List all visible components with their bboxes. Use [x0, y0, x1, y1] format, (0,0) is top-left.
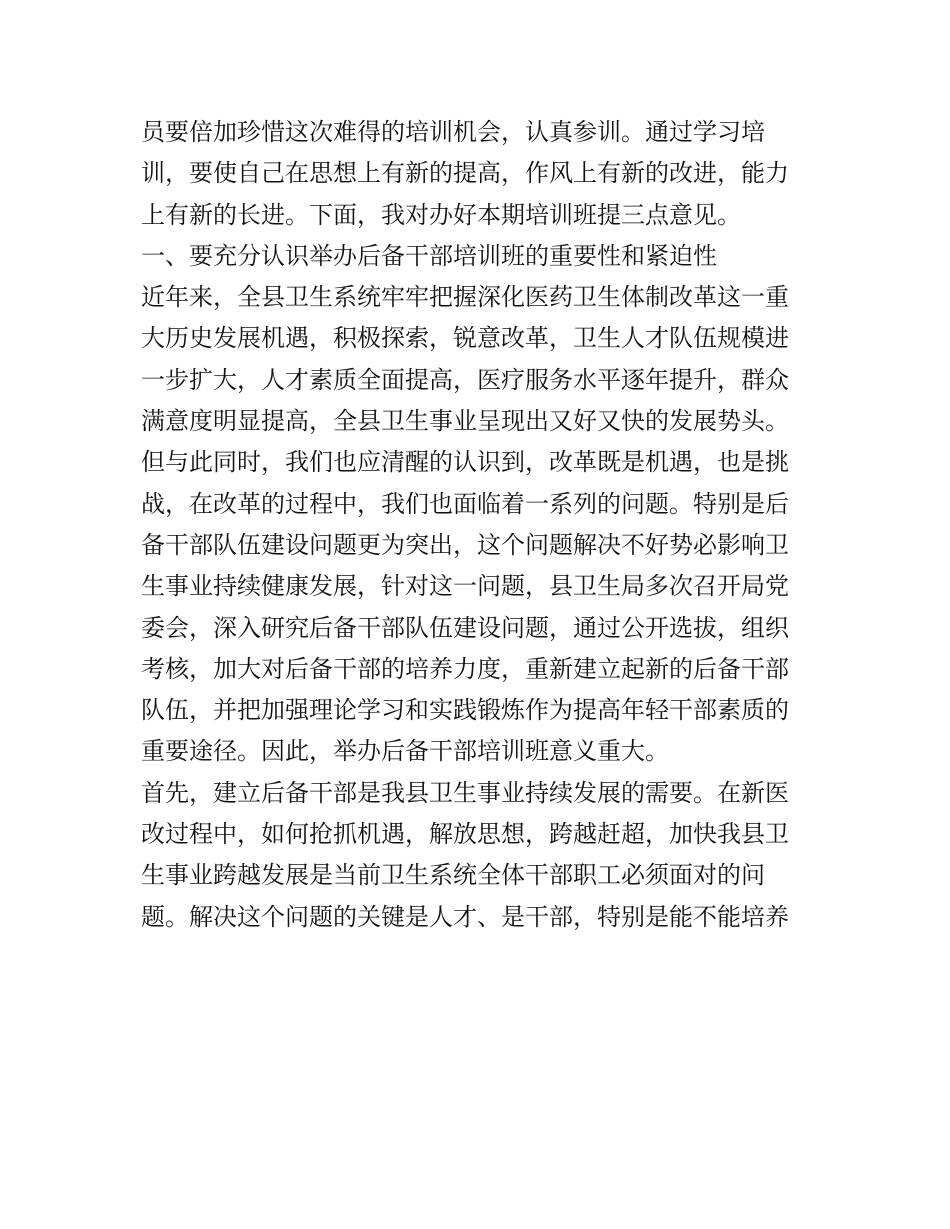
- document-body: [141, 112, 821, 938]
- section-heading: 一、要充分认识举办后备干部培训班的重要性和紧迫性: [141, 241, 717, 270]
- text-line: 生事业跨越发展是当前卫生系统全体干部职工必须面对的问: [141, 861, 765, 890]
- text-line: 战，在改革的过程中，我们也面临着一系列的问题。特别是后: [141, 489, 789, 518]
- text-line: 员要倍加珍惜这次难得的培训机会，认真参训。通过学习培: [141, 118, 765, 146]
- text-line: 上有新的长进。下面，我对办好本期培训班提三点意见。: [141, 200, 741, 229]
- text-line: 题。解决这个问题的关键是人才、是干部，特别是能不能培养: [141, 902, 789, 931]
- text-line: 重要途径。因此，举办后备干部培训班意义重大。: [141, 737, 669, 766]
- text-line: 备干部队伍建设问题更为突出，这个问题解决不好势必影响卫: [141, 530, 789, 559]
- text-line: 训，要使自己在思想上有新的提高，作风上有新的改进，能力: [141, 159, 789, 188]
- text-line: 改过程中，如何抢抓机遇，解放思想，跨越赶超，加快我县卫: [141, 820, 789, 849]
- text-line: 考核，加大对后备干部的培养力度，重新建立起新的后备干部: [141, 654, 789, 683]
- text-line: 队伍，并把加强理论学习和实践锻炼作为提高年轻干部素质的: [141, 696, 789, 725]
- text-line: 一步扩大，人才素质全面提高，医疗服务水平逐年提升，群众: [141, 365, 789, 394]
- text-line: 满意度明显提高，全县卫生事业呈现出又好又快的发展势头。: [141, 407, 789, 436]
- text-line: 大历史发展机遇，积极探索，锐意改革，卫生人才队伍规模进: [141, 324, 789, 353]
- text-line: 但与此同时，我们也应清醒的认识到，改革既是机遇，也是挑: [141, 448, 789, 477]
- text-line: 委会，深入研究后备干部队伍建设问题，通过公开选拔，组织: [141, 613, 789, 642]
- text-line: 生事业持续健康发展，针对这一问题，县卫生局多次召开局党: [141, 572, 789, 601]
- text-line: 首先，建立后备干部是我县卫生事业持续发展的需要。在新医: [141, 778, 789, 807]
- text-line: 近年来，全县卫生系统牢牢把握深化医药卫生体制改革这一重: [141, 283, 789, 312]
